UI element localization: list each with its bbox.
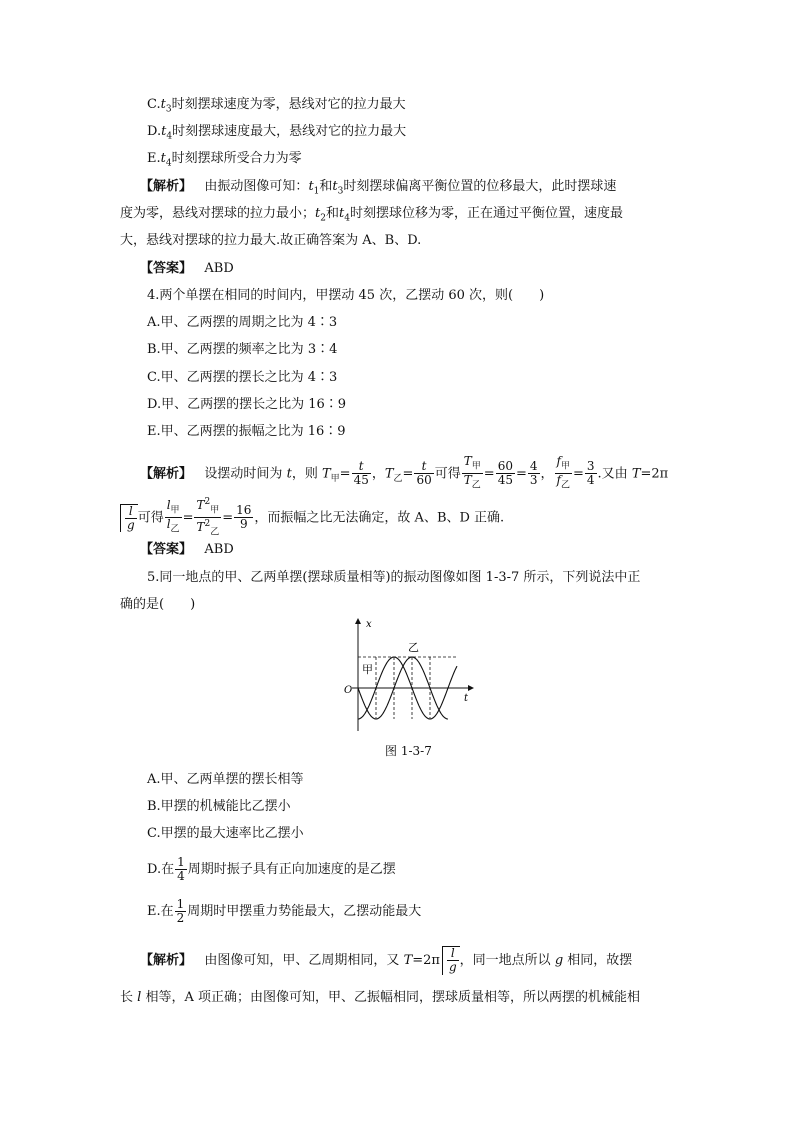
x-arrow xyxy=(355,618,361,624)
sqrt-l-g: $\frac{l}{g}$ xyxy=(120,504,138,532)
frac-16-9: $\frac{16}{9}$ xyxy=(236,503,252,532)
answer3: 【答案】 ABD xyxy=(140,261,234,276)
q4-option-e: E.甲、乙两摆的振幅之比为 16∶9 xyxy=(147,424,346,439)
analysis4-line1: 【解析】 设摆动时间为 t，则 $T_甲=$ $\frac{t}{45}$ ，$T_乙=$ $\frac{t}{60}$ 可得 $\frac{T_甲}{T_乙}$ = $\frac{60}{45}$ = $\frac{4}{3}$ ， $\frac{f_甲}{f_乙}$ = $\frac{3}{4}$ .又由 T=2π xyxy=(140,454,669,491)
q4-option-b: B.甲、乙两摆的频率之比为 3∶4 xyxy=(147,342,338,357)
frac-4-3: $\frac{4}{3}$ xyxy=(529,459,538,488)
analysis3-line1: 【解析】 由振动图像可知：$t_1$和$t_3$时刻摆球偏离平衡位置的位移最大，此时摆球速 xyxy=(140,179,617,197)
q4-option-a: A.甲、乙两摆的周期之比为 4∶3 xyxy=(147,315,338,330)
origin-label: O xyxy=(344,685,353,696)
t-arrow xyxy=(468,685,474,691)
figure-caption: 图 1-3-7 xyxy=(385,744,432,758)
analysis5-line1: 【解析】 由图像可知，甲、乙周期相同，又 T=2π $\frac{l}{g}$ ，同一地点所以 g 相同，故摆 xyxy=(140,946,633,974)
q5-stem-line1: 5.同一地点的甲、乙两单摆(摆球质量相等)的振动图像如图 1-3-7 所示，下列说法中正 xyxy=(147,570,641,585)
frac-l-ratio: $\frac{l_甲}{l_乙}$ xyxy=(166,498,180,535)
sqrt-l-g-2: $\frac{l}{g}$ xyxy=(442,946,460,975)
jia-label: 甲 xyxy=(362,663,373,676)
frac-T2-ratio: $\frac{T^2_甲}{T^2_乙}$ xyxy=(196,497,220,538)
frac-t-45: $\frac{t}{45}$ xyxy=(353,459,369,488)
q5-option-b: B.甲摆的机械能比乙摆小 xyxy=(147,799,291,814)
q4-option-c: C.甲、乙两摆的摆长之比为 4∶3 xyxy=(147,370,338,385)
analysis5-line2: 长 l 相等，A 项正确；由图像可知，甲、乙振幅相同，摆球质量相等，所以两摆的机械能相 xyxy=(120,990,640,1005)
option-d: $D.t_4$时刻摆球速度最大，悬线对它的拉力最大 xyxy=(147,124,407,142)
frac-t-60: $\frac{t}{60}$ xyxy=(416,459,432,488)
t-axis-label: t xyxy=(464,693,469,704)
analysis3-line2: 度为零，悬线对摆球的拉力最小；$t_2$和$t_4$时刻摆球位移为零，正在通过平衡位置，速度最 xyxy=(120,206,623,224)
q4-option-d: D.甲、乙两摆的摆长之比为 16∶9 xyxy=(147,397,347,412)
option-e: $E.t_4$时刻摆球所受合力为零 xyxy=(147,151,302,169)
frac-3-4: $\frac{3}{4}$ xyxy=(586,459,595,488)
q4-stem: 4.两个单摆在相同的时间内，甲摆动 45 次，乙摆动 60 次，则( ) xyxy=(147,288,545,303)
frac-60-45: $\frac{60}{45}$ xyxy=(497,459,513,488)
yi-label: 乙 xyxy=(408,641,419,654)
q5-option-d: D.在 $\frac{1}{4}$ 周期时振子具有正向加速度的是乙摆 xyxy=(147,855,396,883)
x-axis-label: x xyxy=(366,619,372,630)
q5-option-a: A.甲、乙两单摆的摆长相等 xyxy=(147,772,304,787)
q5-option-e: E.在 $\frac{1}{2}$ 周期时甲摆重力势能最大，乙摆动能最大 xyxy=(147,897,422,925)
q5-stem-line2: 确的是( ) xyxy=(120,597,196,612)
vibration-graph xyxy=(340,615,480,735)
frac-one-half: $\frac{1}{2}$ xyxy=(176,897,185,925)
frac-one-quarter: $\frac{1}{4}$ xyxy=(177,855,185,883)
answer4: 【答案】 ABD xyxy=(140,542,234,557)
option-c: $C.t_3$时刻摆球速度为零，悬线对它的拉力最大 xyxy=(147,97,406,115)
analysis3-line3: 大，悬线对摆球的拉力最大.故正确答案为 A、B、D. xyxy=(120,233,422,248)
q5-option-c: C.甲摆的最大速率比乙摆小 xyxy=(147,826,304,841)
frac-f-ratio: $\frac{f_甲}{f_乙}$ xyxy=(556,454,570,491)
frac-T-ratio: $\frac{T_甲}{T_乙}$ xyxy=(463,454,481,491)
analysis4-line2: $\frac{l}{g}$ 可得 $\frac{l_甲}{l_乙}$ = $\frac{T^2_甲}{T^2_乙}$ = $\frac{16}{9}$ ，而振幅之比无法确定，故 A、B、D 正确. xyxy=(118,496,504,540)
